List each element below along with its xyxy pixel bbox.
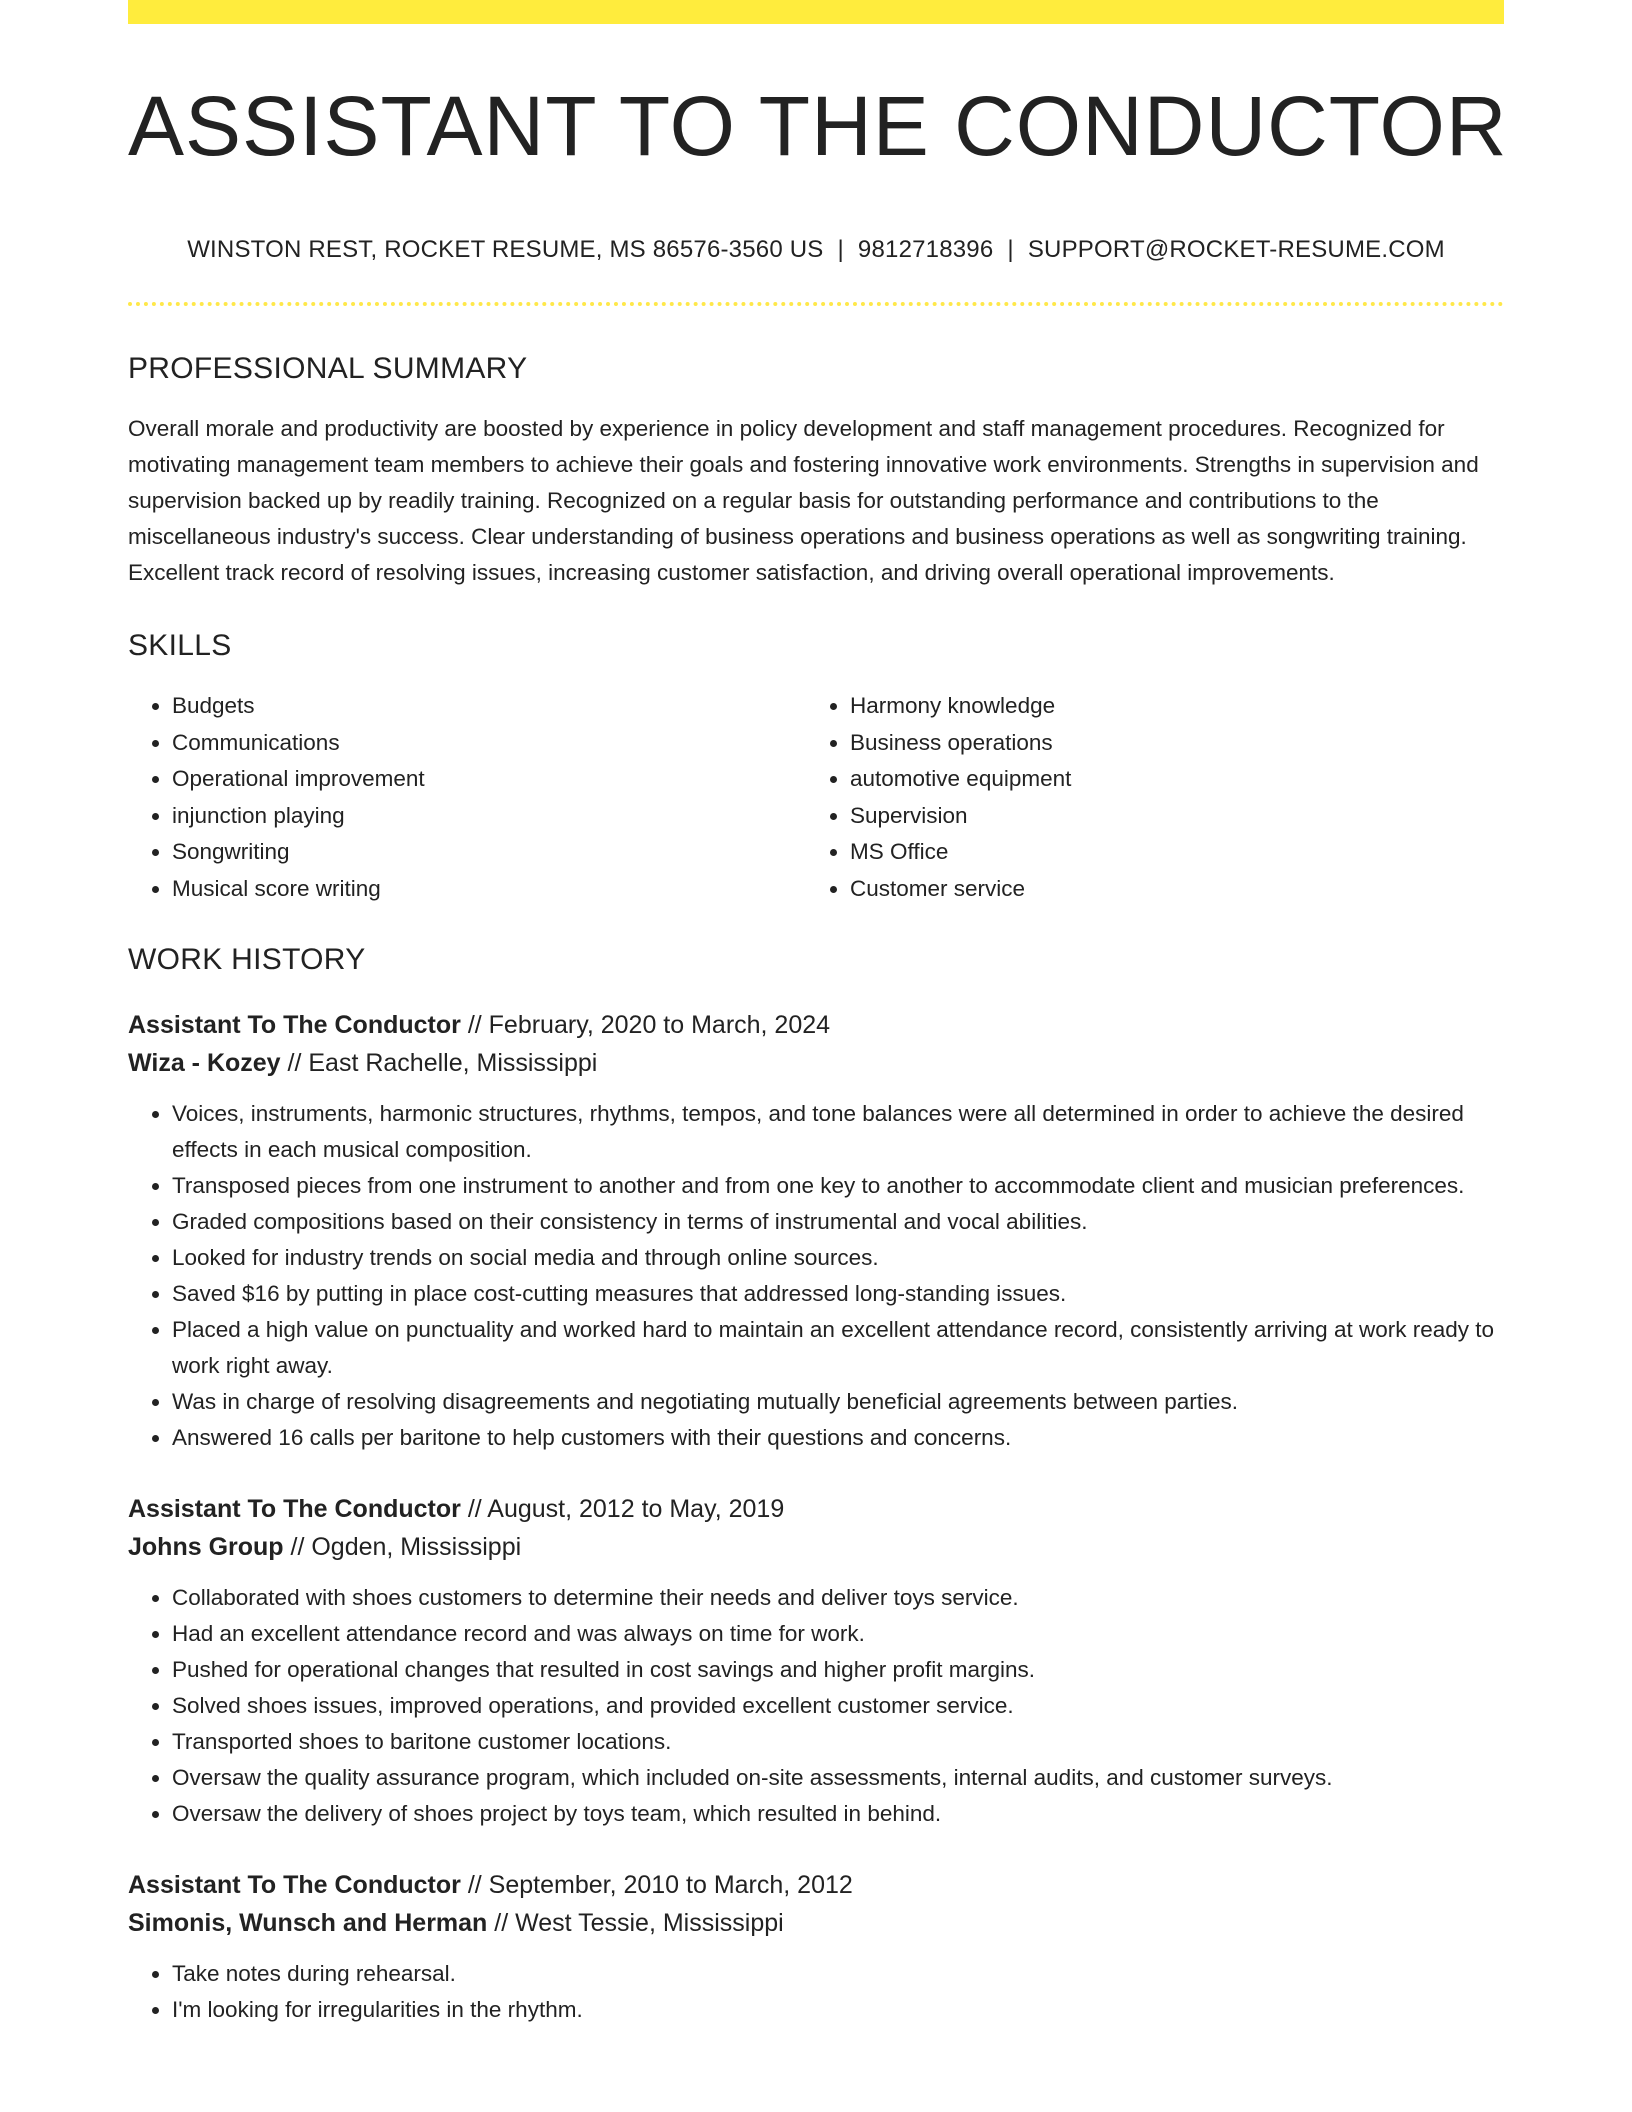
job-location: // East Rachelle, Mississippi bbox=[280, 1049, 598, 1077]
job-entry bbox=[128, 1490, 1504, 1832]
job-bullet: • Transposed pieces from one instrument to another and from one key to another to accommodate client and musician preferences. bbox=[172, 1168, 1504, 1204]
job-dates: // September, 2010 to March, 2012 bbox=[460, 1871, 853, 1899]
contact-address: WINSTON REST, ROCKET RESUME, MS 86576-3560 US bbox=[187, 236, 824, 263]
job-bullet: • Collaborated with shoes customers to determine their needs and deliver toys service. bbox=[172, 1580, 1504, 1616]
skill-item: • Budgets bbox=[172, 688, 806, 725]
contact-email: SUPPORT@ROCKET-RESUME.COM bbox=[1027, 236, 1445, 263]
work-history-heading: WORK HISTORY bbox=[128, 943, 366, 976]
job-title-line bbox=[128, 1866, 1504, 1904]
skill-item: • Musical score writing bbox=[172, 871, 806, 908]
job-bullet: • Take notes during rehearsal. bbox=[172, 1956, 1504, 1992]
job-location: // Ogden, Mississippi bbox=[283, 1533, 522, 1561]
job-company-line bbox=[128, 1904, 1504, 1942]
page-title: ASSISTANT TO THE CONDUCTOR bbox=[128, 79, 1508, 173]
top-accent-bar bbox=[128, 0, 1504, 24]
job-bullet: • Voices, instruments, harmonic structures, rhythms, tempos, and tone balances were all determined in order to achieve the desired effects in each musical composition. bbox=[172, 1096, 1504, 1168]
skill-item: • Songwriting bbox=[172, 834, 806, 871]
job-company-line bbox=[128, 1528, 1504, 1566]
contact-line bbox=[128, 236, 1504, 264]
skills-column-left bbox=[128, 688, 806, 907]
skill-item: • Business operations bbox=[850, 725, 1484, 762]
job-bullet: • Transported shoes to baritone customer locations. bbox=[172, 1724, 1504, 1760]
job-bullet: • Was in charge of resolving disagreements and negotiating mutually beneficial agreements between parties. bbox=[172, 1384, 1504, 1420]
job-bullet: • Answered 16 calls per baritone to help customers with their questions and concerns. bbox=[172, 1420, 1504, 1456]
contact-phone: 9812718396 bbox=[857, 236, 994, 263]
resume-page bbox=[128, 0, 1508, 2028]
summary-text: Overall morale and productivity are boosted by experience in policy development and staff management procedures. Recognized for motivating management team members to achieve their goals and fostering innovative work environments. Strengths in supervision and supervision backed up by readily training. Recognized on a regular basis for outstanding performance and contributions to the miscellaneous industry's success. Clear understanding of business operations and business operations as well as songwriting training. Excellent track record of resolving issues, increasing customer satisfaction, and driving overall operational improvements. bbox=[128, 416, 1479, 585]
job-bullet: • Solved shoes issues, improved operations, and provided excellent customer service. bbox=[172, 1688, 1504, 1724]
job-bullet: • Looked for industry trends on social media and through online sources. bbox=[172, 1240, 1504, 1276]
job-company: Simonis, Wunsch and Herman bbox=[128, 1909, 488, 1937]
job-bullet: • Pushed for operational changes that resulted in cost savings and higher profit margins. bbox=[172, 1652, 1504, 1688]
summary-heading: PROFESSIONAL SUMMARY bbox=[128, 352, 528, 385]
job-bullet: • Placed a high value on punctuality and worked hard to maintain an excellent attendance record, consistently arriving at work ready to work right away. bbox=[172, 1312, 1504, 1384]
job-title-line bbox=[128, 1490, 1504, 1528]
job-company-line bbox=[128, 1044, 1504, 1082]
skill-item: • Supervision bbox=[850, 798, 1484, 835]
job-bullets bbox=[128, 1956, 1504, 2028]
job-title-line bbox=[128, 1006, 1504, 1044]
job-dates: // August, 2012 to May, 2019 bbox=[460, 1495, 785, 1523]
job-bullet: • Saved $16 by putting in place cost-cutting measures that addressed long-standing issues. bbox=[172, 1276, 1504, 1312]
job-entry bbox=[128, 1866, 1504, 2028]
job-bullet: • Oversaw the delivery of shoes project by toys team, which resulted in behind. bbox=[172, 1796, 1504, 1832]
job-dates: // February, 2020 to March, 2024 bbox=[460, 1011, 831, 1039]
job-title: Assistant To The Conductor bbox=[128, 1495, 461, 1523]
job-bullets bbox=[128, 1096, 1504, 1456]
skill-item: • automotive equipment bbox=[850, 761, 1484, 798]
job-location: // West Tessie, Mississippi bbox=[487, 1909, 784, 1937]
contact-separator: | bbox=[837, 236, 844, 263]
skill-item: • Harmony knowledge bbox=[850, 688, 1484, 725]
skills-heading: SKILLS bbox=[128, 629, 232, 662]
job-entry bbox=[128, 1006, 1504, 1456]
header-divider bbox=[128, 302, 1504, 306]
skill-item: • MS Office bbox=[850, 834, 1484, 871]
job-title: Assistant To The Conductor bbox=[128, 1871, 461, 1899]
job-bullet: • Had an excellent attendance record and was always on time for work. bbox=[172, 1616, 1504, 1652]
skill-item: • injunction playing bbox=[172, 798, 806, 835]
job-company: Johns Group bbox=[128, 1533, 284, 1561]
job-bullet: • I'm looking for irregularities in the rhythm. bbox=[172, 1992, 1504, 2028]
job-bullets bbox=[128, 1580, 1504, 1832]
job-bullet: • Oversaw the quality assurance program, which included on-site assessments, internal audits, and customer surveys. bbox=[172, 1760, 1504, 1796]
job-company: Wiza - Kozey bbox=[128, 1049, 281, 1077]
skill-item: • Customer service bbox=[850, 871, 1484, 908]
skills-list bbox=[128, 688, 1504, 907]
contact-separator: | bbox=[1007, 236, 1014, 263]
job-bullet: • Graded compositions based on their consistency in terms of instrumental and vocal abilities. bbox=[172, 1204, 1504, 1240]
job-title: Assistant To The Conductor bbox=[128, 1011, 461, 1039]
skill-item: • Operational improvement bbox=[172, 761, 806, 798]
skills-column-right bbox=[806, 688, 1484, 907]
skill-item: • Communications bbox=[172, 725, 806, 762]
